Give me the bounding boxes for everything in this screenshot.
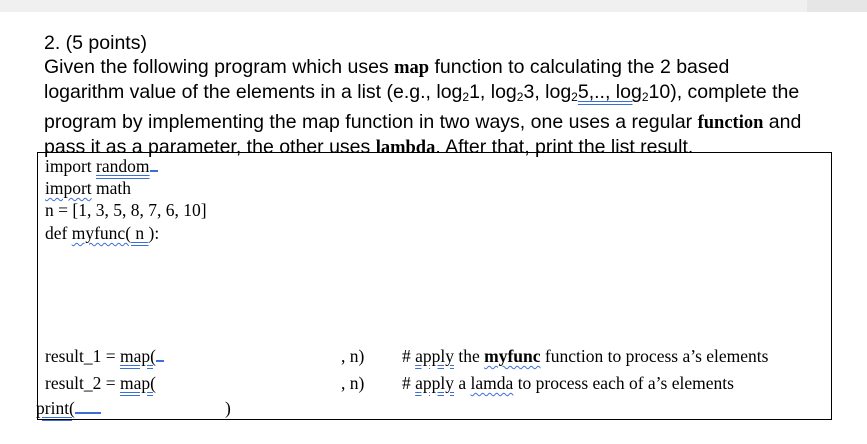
code-line-import-random [45, 155, 158, 177]
code-token: the [454, 346, 485, 366]
code-line-def [45, 222, 159, 244]
subscript: 2 [462, 90, 470, 105]
underline-mark [75, 398, 101, 414]
text-span: function to calculating the 2 based [429, 56, 730, 79]
question-header: 2. (5 points) [44, 32, 147, 54]
code-token: a [454, 373, 471, 393]
text-span: 1, log [469, 81, 517, 104]
code-line-result-1 [45, 345, 164, 367]
question-line-1 [44, 55, 844, 80]
code-token: function to process a’s elements [540, 346, 769, 366]
text-span: 3, log [523, 81, 572, 104]
code-line-list: n = [1, 3, 5, 8, 7, 6, 10] [45, 200, 207, 220]
underline-mark [150, 156, 158, 172]
code-token: n [131, 223, 149, 243]
subscript: 2 [641, 90, 649, 105]
code-token: myfunc [484, 346, 541, 366]
code-token: def [45, 223, 72, 243]
keyword-lambda: lambda [375, 137, 436, 158]
code-token: to process each of a’s elements [513, 373, 734, 393]
code-token: map( [120, 373, 156, 393]
code-line-import-math [45, 177, 131, 199]
code-token: apply [415, 346, 455, 366]
keyword-map: map [394, 58, 430, 79]
text-span: 10), complete the [648, 81, 800, 104]
underline-mark [156, 346, 164, 362]
subscript: 2 [571, 90, 578, 105]
code-token: lamda [470, 373, 514, 393]
code-token: apply [415, 373, 455, 393]
code-token: result_1 = [45, 346, 120, 366]
window-top-strip-right [807, 0, 867, 12]
code-token: map( [120, 346, 156, 366]
subscript: 2 [516, 90, 524, 105]
text-span: and [763, 110, 802, 133]
keyword-function: function [697, 112, 764, 133]
code-comment-1 [402, 345, 768, 367]
code-line-result-2 [45, 372, 156, 394]
question-line-3 [44, 110, 844, 135]
code-token: import [45, 178, 92, 198]
text-span: 5,.., log [577, 81, 642, 104]
question-line-2 [44, 80, 844, 109]
text-span: . After that, print the list result. [435, 135, 694, 158]
text-span: Given the following program which uses [44, 56, 395, 79]
code-comment-2 [402, 372, 734, 394]
code-result-1-tail: , n) [341, 346, 365, 366]
code-token: # [402, 373, 416, 393]
code-token: math [96, 178, 132, 198]
text-span: program by implementing the map function in two ways, one uses a regular [44, 110, 698, 133]
text-span: logarithm value of the elements in a list (e.g., log [44, 81, 463, 104]
window-top-strip [0, 0, 867, 12]
code-token: result_2 = [45, 373, 120, 393]
code-line-print [36, 397, 101, 419]
code-token: random [96, 156, 150, 176]
question-text [44, 31, 844, 160]
code-result-2-tail: , n) [341, 373, 365, 393]
code-token: # [402, 346, 416, 366]
code-token: ): [148, 223, 160, 243]
text-span: pass it as a parameter, the other uses [44, 135, 376, 158]
code-token: print( [36, 398, 75, 418]
code-token: myfunc( [71, 223, 132, 243]
code-print-close: ) [225, 398, 231, 418]
code-token: import [45, 156, 92, 176]
